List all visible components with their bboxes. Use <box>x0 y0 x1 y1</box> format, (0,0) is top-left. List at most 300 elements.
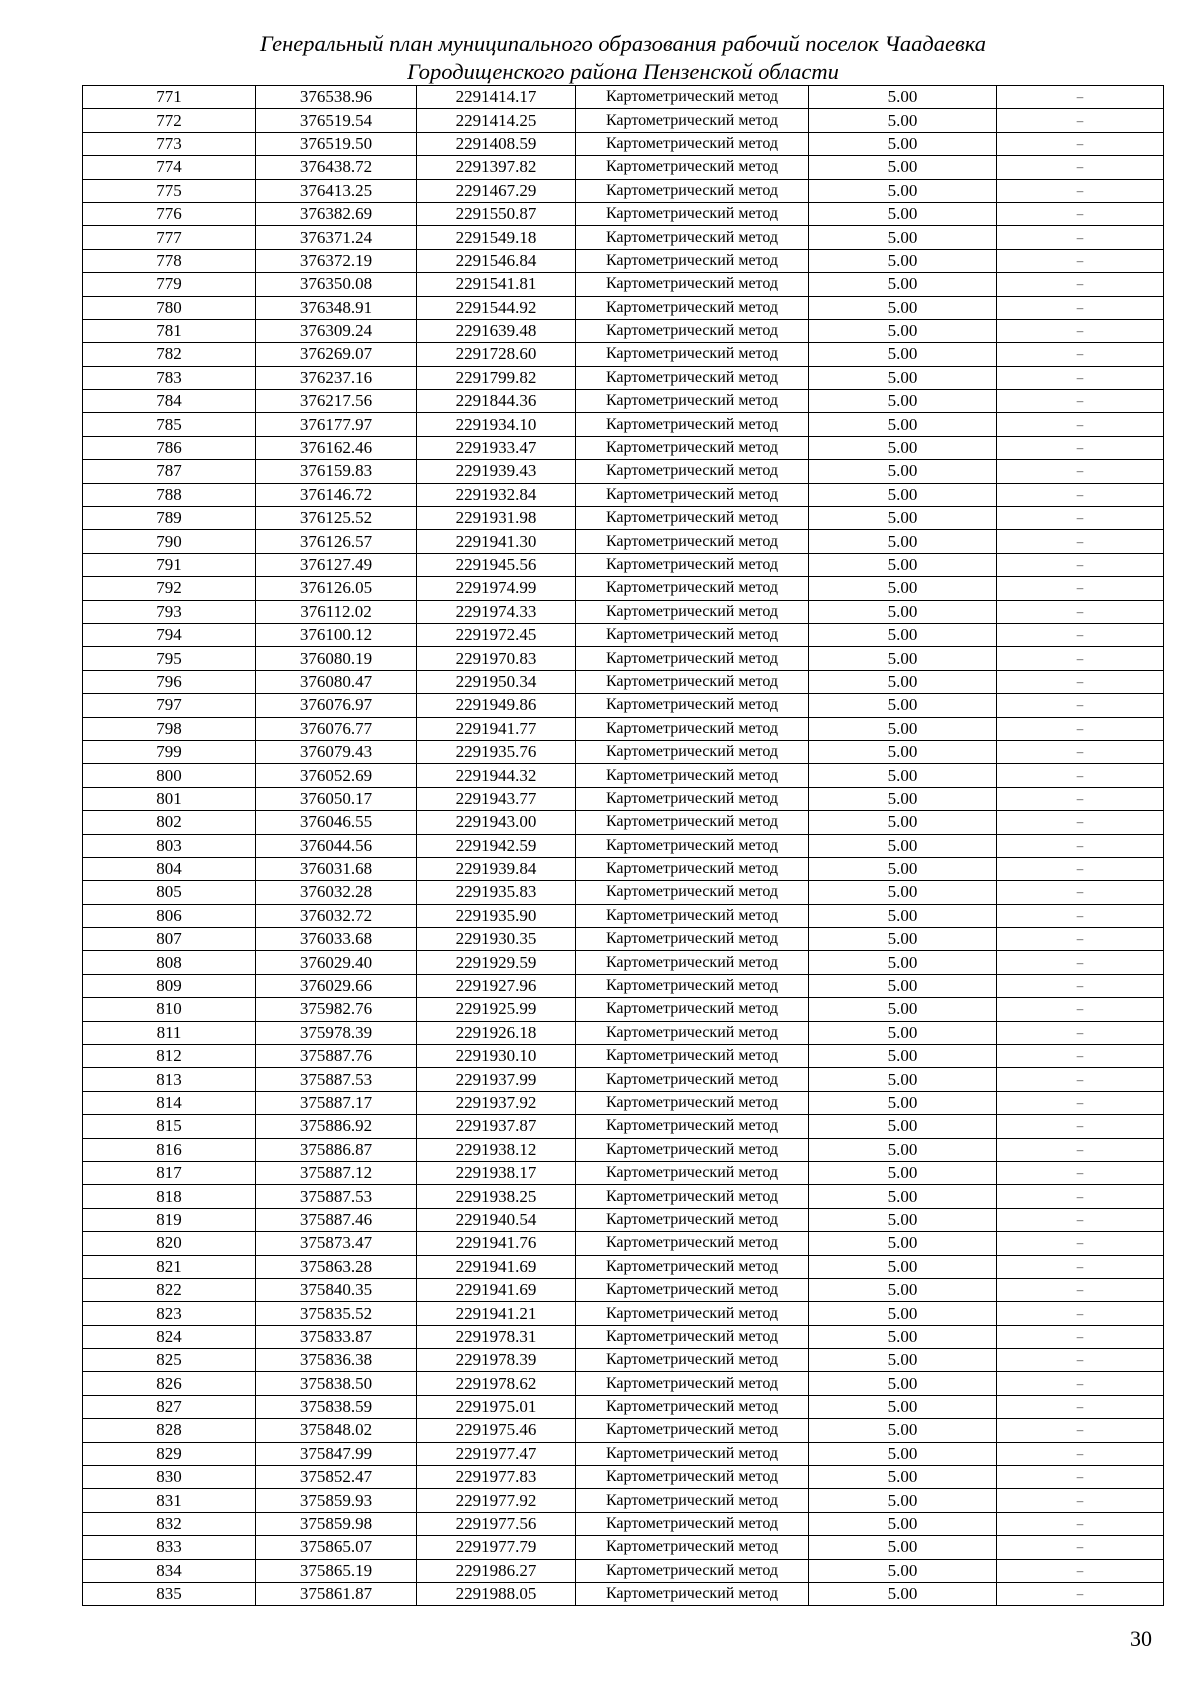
y-coordinate-cell: 2291937.87 <box>417 1115 576 1138</box>
empty-mark-cell: – <box>997 600 1164 623</box>
x-coordinate-cell: 376050.17 <box>256 787 417 810</box>
y-coordinate-cell: 2291930.35 <box>417 928 576 951</box>
point-number-cell: 801 <box>83 787 256 810</box>
table-row <box>83 1021 1164 1044</box>
point-number-cell: 825 <box>83 1349 256 1372</box>
accuracy-cell: 5.00 <box>809 1583 997 1606</box>
empty-mark-cell: – <box>997 1045 1164 1068</box>
empty-mark-cell: – <box>997 1278 1164 1301</box>
accuracy-cell: 5.00 <box>809 132 997 155</box>
accuracy-cell: 5.00 <box>809 1536 997 1559</box>
point-number-cell: 774 <box>83 156 256 179</box>
y-coordinate-cell: 2291414.17 <box>417 86 576 109</box>
y-coordinate-cell: 2291986.27 <box>417 1559 576 1582</box>
empty-mark-cell: – <box>997 834 1164 857</box>
accuracy-cell: 5.00 <box>809 670 997 693</box>
x-coordinate-cell: 375836.38 <box>256 1349 417 1372</box>
point-number-cell: 782 <box>83 343 256 366</box>
x-coordinate-cell: 375982.76 <box>256 998 417 1021</box>
table-row <box>83 273 1164 296</box>
point-number-cell: 828 <box>83 1419 256 1442</box>
accuracy-cell: 5.00 <box>809 109 997 132</box>
empty-mark-cell: – <box>997 249 1164 272</box>
accuracy-cell: 5.00 <box>809 343 997 366</box>
accuracy-cell: 5.00 <box>809 1208 997 1231</box>
table-row <box>83 483 1164 506</box>
accuracy-cell: 5.00 <box>809 413 997 436</box>
x-coordinate-cell: 376076.77 <box>256 717 417 740</box>
y-coordinate-cell: 2291935.90 <box>417 904 576 927</box>
table-row <box>83 647 1164 670</box>
y-coordinate-cell: 2291925.99 <box>417 998 576 1021</box>
point-number-cell: 791 <box>83 553 256 576</box>
y-coordinate-cell: 2291977.79 <box>417 1536 576 1559</box>
method-cell: Картометрический метод <box>576 998 809 1021</box>
x-coordinate-cell: 376372.19 <box>256 249 417 272</box>
empty-mark-cell: – <box>997 1442 1164 1465</box>
point-number-cell: 777 <box>83 226 256 249</box>
y-coordinate-cell: 2291974.99 <box>417 577 576 600</box>
accuracy-cell: 5.00 <box>809 1115 997 1138</box>
y-coordinate-cell: 2291945.56 <box>417 553 576 576</box>
empty-mark-cell: – <box>997 226 1164 249</box>
x-coordinate-cell: 376519.50 <box>256 132 417 155</box>
method-cell: Картометрический метод <box>576 436 809 459</box>
point-number-cell: 827 <box>83 1395 256 1418</box>
point-number-cell: 792 <box>83 577 256 600</box>
y-coordinate-cell: 2291970.83 <box>417 647 576 670</box>
point-number-cell: 809 <box>83 974 256 997</box>
point-number-cell: 812 <box>83 1045 256 1068</box>
point-number-cell: 789 <box>83 507 256 530</box>
method-cell: Картометрический метод <box>576 1489 809 1512</box>
method-cell: Картометрический метод <box>576 109 809 132</box>
table-row <box>83 1372 1164 1395</box>
empty-mark-cell: – <box>997 132 1164 155</box>
x-coordinate-cell: 375863.28 <box>256 1255 417 1278</box>
y-coordinate-cell: 2291975.01 <box>417 1395 576 1418</box>
x-coordinate-cell: 375865.19 <box>256 1559 417 1582</box>
y-coordinate-cell: 2291927.96 <box>417 974 576 997</box>
y-coordinate-cell: 2291549.18 <box>417 226 576 249</box>
method-cell: Картометрический метод <box>576 1138 809 1161</box>
accuracy-cell: 5.00 <box>809 553 997 576</box>
x-coordinate-cell: 375859.93 <box>256 1489 417 1512</box>
table-row <box>83 577 1164 600</box>
x-coordinate-cell: 375873.47 <box>256 1232 417 1255</box>
accuracy-cell: 5.00 <box>809 319 997 342</box>
accuracy-cell: 5.00 <box>809 86 997 109</box>
x-coordinate-cell: 376029.66 <box>256 974 417 997</box>
empty-mark-cell: – <box>997 507 1164 530</box>
y-coordinate-cell: 2291932.84 <box>417 483 576 506</box>
method-cell: Картометрический метод <box>576 1372 809 1395</box>
x-coordinate-cell: 375887.17 <box>256 1091 417 1114</box>
table-row <box>83 1442 1164 1465</box>
empty-mark-cell: – <box>997 647 1164 670</box>
empty-mark-cell: – <box>997 1419 1164 1442</box>
empty-mark-cell: – <box>997 1255 1164 1278</box>
empty-mark-cell: – <box>997 1536 1164 1559</box>
accuracy-cell: 5.00 <box>809 507 997 530</box>
point-number-cell: 813 <box>83 1068 256 1091</box>
x-coordinate-cell: 376348.91 <box>256 296 417 319</box>
x-coordinate-cell: 375861.87 <box>256 1583 417 1606</box>
empty-mark-cell: – <box>997 1068 1164 1091</box>
point-number-cell: 826 <box>83 1372 256 1395</box>
x-coordinate-cell: 375838.59 <box>256 1395 417 1418</box>
method-cell: Картометрический метод <box>576 834 809 857</box>
x-coordinate-cell: 376052.69 <box>256 764 417 787</box>
method-cell: Картометрический метод <box>576 390 809 413</box>
table-row <box>83 1559 1164 1582</box>
method-cell: Картометрический метод <box>576 366 809 389</box>
table-row <box>83 998 1164 1021</box>
point-number-cell: 829 <box>83 1442 256 1465</box>
accuracy-cell: 5.00 <box>809 483 997 506</box>
y-coordinate-cell: 2291944.32 <box>417 764 576 787</box>
method-cell: Картометрический метод <box>576 694 809 717</box>
table-row <box>83 530 1164 553</box>
y-coordinate-cell: 2291639.48 <box>417 319 576 342</box>
empty-mark-cell: – <box>997 86 1164 109</box>
x-coordinate-cell: 376438.72 <box>256 156 417 179</box>
table-row <box>83 1512 1164 1535</box>
y-coordinate-cell: 2291943.77 <box>417 787 576 810</box>
method-cell: Картометрический метод <box>576 1232 809 1255</box>
table-row <box>83 834 1164 857</box>
y-coordinate-cell: 2291939.84 <box>417 857 576 880</box>
accuracy-cell: 5.00 <box>809 1161 997 1184</box>
table-row <box>83 881 1164 904</box>
empty-mark-cell: – <box>997 156 1164 179</box>
point-number-cell: 773 <box>83 132 256 155</box>
x-coordinate-cell: 376112.02 <box>256 600 417 623</box>
accuracy-cell: 5.00 <box>809 390 997 413</box>
accuracy-cell: 5.00 <box>809 249 997 272</box>
empty-mark-cell: – <box>997 694 1164 717</box>
method-cell: Картометрический метод <box>576 1349 809 1372</box>
point-number-cell: 776 <box>83 202 256 225</box>
table-row <box>83 904 1164 927</box>
y-coordinate-cell: 2291544.92 <box>417 296 576 319</box>
x-coordinate-cell: 375887.46 <box>256 1208 417 1231</box>
empty-mark-cell: – <box>997 1349 1164 1372</box>
header-line-1: Генеральный план муниципального образования рабочий поселок Чаадаевка <box>260 31 986 56</box>
x-coordinate-cell: 375848.02 <box>256 1419 417 1442</box>
table-row <box>83 717 1164 740</box>
table-row <box>83 1045 1164 1068</box>
point-number-cell: 808 <box>83 951 256 974</box>
x-coordinate-cell: 376309.24 <box>256 319 417 342</box>
point-number-cell: 819 <box>83 1208 256 1231</box>
accuracy-cell: 5.00 <box>809 951 997 974</box>
empty-mark-cell: – <box>997 1325 1164 1348</box>
x-coordinate-cell: 376519.54 <box>256 109 417 132</box>
x-coordinate-cell: 376100.12 <box>256 623 417 646</box>
y-coordinate-cell: 2291978.31 <box>417 1325 576 1348</box>
method-cell: Картометрический метод <box>576 132 809 155</box>
empty-mark-cell: – <box>997 904 1164 927</box>
coordinates-table-body <box>83 86 1164 1606</box>
method-cell: Картометрический метод <box>576 881 809 904</box>
empty-mark-cell: – <box>997 319 1164 342</box>
table-row <box>83 86 1164 109</box>
point-number-cell: 810 <box>83 998 256 1021</box>
y-coordinate-cell: 2291937.99 <box>417 1068 576 1091</box>
method-cell: Картометрический метод <box>576 530 809 553</box>
x-coordinate-cell: 376126.05 <box>256 577 417 600</box>
empty-mark-cell: – <box>997 1115 1164 1138</box>
accuracy-cell: 5.00 <box>809 1349 997 1372</box>
y-coordinate-cell: 2291408.59 <box>417 132 576 155</box>
table-row <box>83 857 1164 880</box>
empty-mark-cell: – <box>997 483 1164 506</box>
method-cell: Картометрический метод <box>576 1536 809 1559</box>
method-cell: Картометрический метод <box>576 226 809 249</box>
point-number-cell: 831 <box>83 1489 256 1512</box>
table-row <box>83 951 1164 974</box>
accuracy-cell: 5.00 <box>809 1045 997 1068</box>
empty-mark-cell: – <box>997 343 1164 366</box>
point-number-cell: 772 <box>83 109 256 132</box>
table-row <box>83 694 1164 717</box>
accuracy-cell: 5.00 <box>809 834 997 857</box>
y-coordinate-cell: 2291926.18 <box>417 1021 576 1044</box>
method-cell: Картометрический метод <box>576 249 809 272</box>
y-coordinate-cell: 2291930.10 <box>417 1045 576 1068</box>
empty-mark-cell: – <box>997 1091 1164 1114</box>
method-cell: Картометрический метод <box>576 811 809 834</box>
method-cell: Картометрический метод <box>576 1115 809 1138</box>
x-coordinate-cell: 376413.25 <box>256 179 417 202</box>
empty-mark-cell: – <box>997 998 1164 1021</box>
table-row <box>83 156 1164 179</box>
accuracy-cell: 5.00 <box>809 1185 997 1208</box>
x-coordinate-cell: 376217.56 <box>256 390 417 413</box>
point-number-cell: 794 <box>83 623 256 646</box>
point-number-cell: 775 <box>83 179 256 202</box>
accuracy-cell: 5.00 <box>809 179 997 202</box>
y-coordinate-cell: 2291941.30 <box>417 530 576 553</box>
accuracy-cell: 5.00 <box>809 740 997 763</box>
y-coordinate-cell: 2291467.29 <box>417 179 576 202</box>
point-number-cell: 798 <box>83 717 256 740</box>
accuracy-cell: 5.00 <box>809 1395 997 1418</box>
point-number-cell: 815 <box>83 1115 256 1138</box>
point-number-cell: 788 <box>83 483 256 506</box>
y-coordinate-cell: 2291942.59 <box>417 834 576 857</box>
accuracy-cell: 5.00 <box>809 974 997 997</box>
x-coordinate-cell: 376046.55 <box>256 811 417 834</box>
x-coordinate-cell: 376127.49 <box>256 553 417 576</box>
x-coordinate-cell: 375886.92 <box>256 1115 417 1138</box>
method-cell: Картометрический метод <box>576 1255 809 1278</box>
table-row <box>83 296 1164 319</box>
y-coordinate-cell: 2291977.56 <box>417 1512 576 1535</box>
x-coordinate-cell: 376076.97 <box>256 694 417 717</box>
method-cell: Картометрический метод <box>576 1583 809 1606</box>
table-row <box>83 740 1164 763</box>
table-row <box>83 623 1164 646</box>
y-coordinate-cell: 2291943.00 <box>417 811 576 834</box>
empty-mark-cell: – <box>997 1302 1164 1325</box>
method-cell: Картометрический метод <box>576 577 809 600</box>
accuracy-cell: 5.00 <box>809 928 997 951</box>
accuracy-cell: 5.00 <box>809 226 997 249</box>
method-cell: Картометрический метод <box>576 343 809 366</box>
x-coordinate-cell: 376538.96 <box>256 86 417 109</box>
table-row <box>83 390 1164 413</box>
y-coordinate-cell: 2291977.47 <box>417 1442 576 1465</box>
table-row <box>83 1583 1164 1606</box>
accuracy-cell: 5.00 <box>809 296 997 319</box>
method-cell: Картометрический метод <box>576 319 809 342</box>
accuracy-cell: 5.00 <box>809 881 997 904</box>
y-coordinate-cell: 2291977.92 <box>417 1489 576 1512</box>
method-cell: Картометрический метод <box>576 623 809 646</box>
x-coordinate-cell: 375840.35 <box>256 1278 417 1301</box>
point-number-cell: 780 <box>83 296 256 319</box>
point-number-cell: 818 <box>83 1185 256 1208</box>
empty-mark-cell: – <box>997 1021 1164 1044</box>
x-coordinate-cell: 376032.28 <box>256 881 417 904</box>
point-number-cell: 787 <box>83 460 256 483</box>
table-row <box>83 366 1164 389</box>
y-coordinate-cell: 2291929.59 <box>417 951 576 974</box>
method-cell: Картометрический метод <box>576 787 809 810</box>
point-number-cell: 806 <box>83 904 256 927</box>
point-number-cell: 817 <box>83 1161 256 1184</box>
y-coordinate-cell: 2291546.84 <box>417 249 576 272</box>
accuracy-cell: 5.00 <box>809 1138 997 1161</box>
x-coordinate-cell: 375852.47 <box>256 1466 417 1489</box>
x-coordinate-cell: 376350.08 <box>256 273 417 296</box>
table-row <box>83 764 1164 787</box>
y-coordinate-cell: 2291397.82 <box>417 156 576 179</box>
point-number-cell: 824 <box>83 1325 256 1348</box>
point-number-cell: 832 <box>83 1512 256 1535</box>
x-coordinate-cell: 376079.43 <box>256 740 417 763</box>
table-row <box>83 1489 1164 1512</box>
empty-mark-cell: – <box>997 857 1164 880</box>
y-coordinate-cell: 2291799.82 <box>417 366 576 389</box>
table-row <box>83 1302 1164 1325</box>
method-cell: Картометрический метод <box>576 1185 809 1208</box>
empty-mark-cell: – <box>997 881 1164 904</box>
empty-mark-cell: – <box>997 553 1164 576</box>
empty-mark-cell: – <box>997 109 1164 132</box>
x-coordinate-cell: 375978.39 <box>256 1021 417 1044</box>
x-coordinate-cell: 376044.56 <box>256 834 417 857</box>
empty-mark-cell: – <box>997 390 1164 413</box>
point-number-cell: 834 <box>83 1559 256 1582</box>
point-number-cell: 795 <box>83 647 256 670</box>
accuracy-cell: 5.00 <box>809 1325 997 1348</box>
accuracy-cell: 5.00 <box>809 1068 997 1091</box>
point-number-cell: 805 <box>83 881 256 904</box>
y-coordinate-cell: 2291941.77 <box>417 717 576 740</box>
table-row <box>83 343 1164 366</box>
point-number-cell: 793 <box>83 600 256 623</box>
empty-mark-cell: – <box>997 1489 1164 1512</box>
x-coordinate-cell: 375887.12 <box>256 1161 417 1184</box>
accuracy-cell: 5.00 <box>809 1442 997 1465</box>
table-row <box>83 460 1164 483</box>
table-row <box>83 1395 1164 1418</box>
table-row <box>83 132 1164 155</box>
empty-mark-cell: – <box>997 577 1164 600</box>
y-coordinate-cell: 2291941.69 <box>417 1278 576 1301</box>
table-row <box>83 600 1164 623</box>
y-coordinate-cell: 2291939.43 <box>417 460 576 483</box>
method-cell: Картометрический метод <box>576 670 809 693</box>
x-coordinate-cell: 376126.57 <box>256 530 417 553</box>
method-cell: Картометрический метод <box>576 1161 809 1184</box>
method-cell: Картометрический метод <box>576 1512 809 1535</box>
table-row <box>83 1138 1164 1161</box>
accuracy-cell: 5.00 <box>809 1278 997 1301</box>
y-coordinate-cell: 2291978.62 <box>417 1372 576 1395</box>
point-number-cell: 833 <box>83 1536 256 1559</box>
empty-mark-cell: – <box>997 179 1164 202</box>
table-row <box>83 670 1164 693</box>
point-number-cell: 800 <box>83 764 256 787</box>
y-coordinate-cell: 2291935.83 <box>417 881 576 904</box>
table-row <box>83 226 1164 249</box>
point-number-cell: 821 <box>83 1255 256 1278</box>
empty-mark-cell: – <box>997 1232 1164 1255</box>
method-cell: Картометрический метод <box>576 928 809 951</box>
y-coordinate-cell: 2291975.46 <box>417 1419 576 1442</box>
method-cell: Картометрический метод <box>576 764 809 787</box>
point-number-cell: 779 <box>83 273 256 296</box>
x-coordinate-cell: 375887.76 <box>256 1045 417 1068</box>
y-coordinate-cell: 2291933.47 <box>417 436 576 459</box>
method-cell: Картометрический метод <box>576 1442 809 1465</box>
table-row <box>83 202 1164 225</box>
x-coordinate-cell: 375887.53 <box>256 1185 417 1208</box>
method-cell: Картометрический метод <box>576 156 809 179</box>
accuracy-cell: 5.00 <box>809 787 997 810</box>
empty-mark-cell: – <box>997 460 1164 483</box>
x-coordinate-cell: 375835.52 <box>256 1302 417 1325</box>
accuracy-cell: 5.00 <box>809 1489 997 1512</box>
accuracy-cell: 5.00 <box>809 904 997 927</box>
header-line-2: Городищенского района Пензенской области <box>407 59 839 84</box>
x-coordinate-cell: 375859.98 <box>256 1512 417 1535</box>
table-row <box>83 1185 1164 1208</box>
empty-mark-cell: – <box>997 273 1164 296</box>
table-row <box>83 1466 1164 1489</box>
x-coordinate-cell: 376032.72 <box>256 904 417 927</box>
y-coordinate-cell: 2291550.87 <box>417 202 576 225</box>
x-coordinate-cell: 376177.97 <box>256 413 417 436</box>
accuracy-cell: 5.00 <box>809 647 997 670</box>
y-coordinate-cell: 2291934.10 <box>417 413 576 436</box>
method-cell: Картометрический метод <box>576 1395 809 1418</box>
accuracy-cell: 5.00 <box>809 436 997 459</box>
accuracy-cell: 5.00 <box>809 1512 997 1535</box>
point-number-cell: 807 <box>83 928 256 951</box>
method-cell: Картометрический метод <box>576 1466 809 1489</box>
accuracy-cell: 5.00 <box>809 857 997 880</box>
accuracy-cell: 5.00 <box>809 811 997 834</box>
accuracy-cell: 5.00 <box>809 1021 997 1044</box>
x-coordinate-cell: 375886.87 <box>256 1138 417 1161</box>
y-coordinate-cell: 2291931.98 <box>417 507 576 530</box>
y-coordinate-cell: 2291940.54 <box>417 1208 576 1231</box>
